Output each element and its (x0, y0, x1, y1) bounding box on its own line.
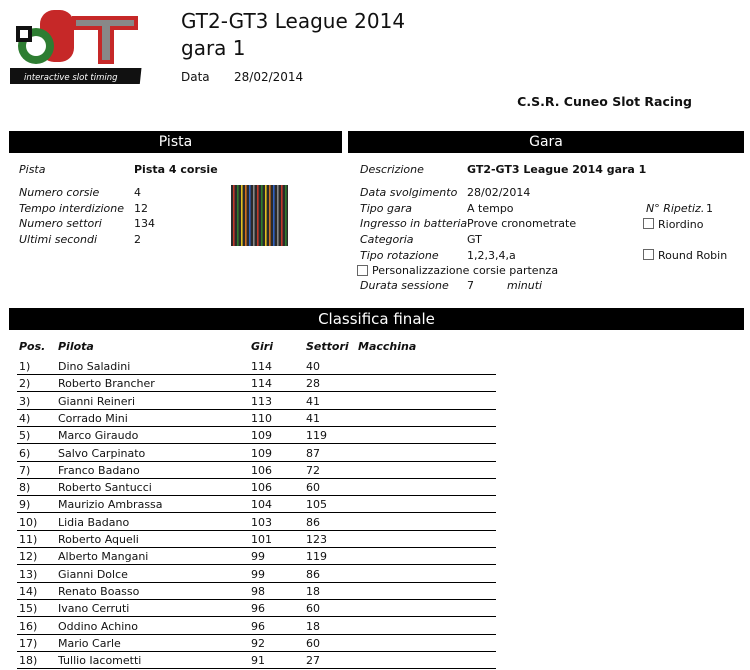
numero-corsie-label: Numero corsie (19, 186, 100, 199)
pos-cell: 6) (19, 446, 31, 460)
categoria-value: GT (467, 233, 482, 246)
lane-stripe (261, 185, 263, 246)
lane-stripe (285, 185, 287, 246)
pilota-cell: Renato Boasso (58, 584, 140, 598)
title-line-2: gara 1 (181, 36, 246, 60)
pos-cell: 2) (19, 377, 31, 391)
table-row (17, 374, 496, 392)
pilota-cell: Roberto Brancher (58, 377, 155, 391)
descrizione-value: GT2-GT3 League 2014 gara 1 (467, 163, 647, 176)
col-macchina-header: Macchina (358, 340, 417, 353)
pos-cell: 4) (19, 411, 31, 425)
pista-bar: Pista (9, 131, 342, 153)
settori-cell: 119 (306, 429, 327, 443)
pista-value: Pista 4 corsie (134, 163, 218, 176)
numero-settori-label: Numero settori (19, 217, 102, 230)
settori-cell: 41 (306, 411, 320, 425)
pos-cell: 18) (19, 654, 38, 668)
lane-stripe (245, 185, 247, 246)
pilota-cell: Roberto Santucci (58, 481, 152, 495)
pilota-cell: Lidia Badano (58, 515, 130, 529)
lanes-background (231, 185, 288, 246)
giri-cell: 109 (251, 446, 272, 460)
settori-cell: 27 (306, 654, 320, 668)
giri-cell: 109 (251, 429, 272, 443)
lane-stripe (273, 185, 275, 246)
club-name: C.S.R. Cuneo Slot Racing (517, 94, 692, 109)
col-pos-header: Pos. (19, 340, 46, 353)
pos-cell: 16) (19, 619, 38, 633)
pilota-cell: Maurizio Ambrassa (58, 498, 163, 512)
giri-cell: 114 (251, 360, 272, 373)
settori-cell: 60 (306, 636, 320, 650)
pilota-cell: Gianni Dolce (58, 567, 128, 581)
table-row (17, 357, 496, 375)
data-svolgimento-value: 28/02/2014 (467, 186, 531, 199)
title-line-1: GT2-GT3 League 2014 (181, 9, 406, 33)
settori-cell: 86 (306, 567, 320, 581)
ripetiz-label: N° Ripetiz. (646, 202, 705, 215)
lane-stripe (277, 185, 279, 246)
pos-cell: 8) (19, 481, 31, 495)
svg-text:interactive slot timing: interactive slot timing (24, 73, 118, 83)
table-row (17, 617, 496, 635)
descrizione-label: Descrizione (360, 163, 424, 176)
personalizzazione-checkbox[interactable] (357, 265, 368, 276)
giri-cell: 103 (251, 515, 272, 529)
pos-cell: 14) (19, 584, 38, 598)
col-giri-header: Giri (251, 340, 273, 353)
lane-stripe (237, 185, 239, 246)
numero-corsie-value: 4 (134, 186, 141, 199)
giri-cell: 110 (251, 411, 272, 425)
table-row (17, 409, 496, 427)
lanes-graphic (231, 185, 288, 246)
settori-cell: 60 (306, 481, 320, 495)
data-label: Data (181, 70, 210, 84)
giri-cell: 113 (251, 394, 272, 408)
lane-stripe (233, 185, 235, 246)
personalizzazione-label: Personalizzazione corsie partenza (372, 264, 559, 277)
ultimi-secondi-value: 2 (134, 233, 141, 246)
table-row (17, 426, 496, 444)
lane-stripe (249, 185, 251, 246)
pilota-cell: Gianni Reineri (58, 394, 136, 408)
table-row (17, 582, 496, 600)
pista-label: Pista (19, 163, 46, 176)
pos-cell: 9) (19, 498, 31, 512)
pos-cell: 7) (19, 463, 31, 477)
pos-cell: 3) (19, 394, 31, 408)
table-row (17, 530, 496, 548)
giri-cell: 104 (251, 498, 272, 512)
tempo-interdizione-label: Tempo interdizione (19, 202, 125, 215)
classifica-bar: Classifica finale (9, 308, 744, 330)
giri-cell: 98 (251, 584, 265, 598)
durata-label: Durata sessione (360, 279, 449, 292)
lane-stripe (257, 185, 259, 246)
pilota-cell: Oddino Achino (58, 619, 138, 633)
pilota-cell: Franco Badano (58, 463, 140, 477)
pos-cell: 12) (19, 550, 38, 564)
table-row (17, 478, 496, 496)
giri-cell: 99 (251, 550, 265, 564)
pos-cell: 17) (19, 636, 38, 650)
riordino-label: Riordino (658, 218, 704, 231)
settori-cell: 119 (306, 550, 327, 564)
lane-stripe (241, 185, 243, 246)
categoria-label: Categoria (360, 233, 414, 246)
giri-cell: 106 (251, 481, 272, 495)
table-row (17, 599, 496, 617)
table-row (17, 565, 496, 583)
tempo-interdizione-value: 12 (134, 202, 148, 215)
pos-cell: 5) (19, 429, 31, 443)
round-robin-label: Round Robin (658, 249, 728, 262)
ingresso-label: Ingresso in batteria (360, 217, 468, 230)
durata-value: 7 (467, 279, 474, 292)
gara-bar: Gara (348, 131, 744, 153)
table-row (17, 651, 496, 669)
settori-cell: 40 (306, 360, 320, 373)
col-pilota-header: Pilota (58, 340, 94, 353)
ist-logo (10, 6, 150, 86)
tipo-rotazione-value: 1,2,3,4,a (467, 249, 516, 262)
pos-cell: 13) (19, 567, 38, 581)
table-row (17, 392, 496, 410)
pilota-cell: Marco Giraudo (58, 429, 139, 443)
riordino-checkbox[interactable] (643, 218, 654, 229)
settori-cell: 28 (306, 377, 320, 391)
table-row (17, 634, 496, 652)
settori-cell: 41 (306, 394, 320, 408)
lane-stripe (253, 185, 255, 246)
pos-cell: 11) (19, 533, 38, 546)
tipo-gara-label: Tipo gara (360, 202, 412, 215)
round-robin-checkbox[interactable] (643, 249, 654, 260)
col-settori-header: Settori (306, 340, 349, 353)
pilota-cell: Corrado Mini (58, 411, 128, 425)
lane-stripe (281, 185, 283, 246)
table-row (17, 513, 496, 531)
ripetiz-value: 1 (706, 202, 713, 215)
pilota-cell: Tullio Iacometti (58, 654, 142, 668)
table-row (17, 495, 496, 513)
durata-unit: minuti (507, 279, 543, 292)
pilota-cell: Ivano Cerruti (58, 602, 130, 616)
numero-settori-value: 134 (134, 217, 155, 230)
pilota-cell: Dino Saladini (58, 360, 131, 373)
giri-cell: 96 (251, 602, 265, 616)
giri-cell: 92 (251, 636, 265, 650)
pilota-cell: Alberto Mangani (58, 550, 149, 564)
ingresso-value: Prove cronometrate (467, 217, 577, 230)
settori-cell: 18 (306, 584, 320, 598)
settori-cell: 86 (306, 515, 320, 529)
pilota-cell: Mario Carle (58, 636, 121, 650)
giri-cell: 114 (251, 377, 272, 391)
table-row (17, 461, 496, 479)
lane-stripe (265, 185, 267, 246)
settori-cell: 60 (306, 602, 320, 616)
pilota-cell: Salvo Carpinato (58, 446, 146, 460)
lane-stripe (269, 185, 271, 246)
giri-cell: 96 (251, 619, 265, 633)
pos-cell: 1) (19, 360, 31, 373)
tipo-rotazione-label: Tipo rotazione (360, 249, 439, 262)
pilota-cell: Roberto Aqueli (58, 533, 139, 546)
data-svolgimento-label: Data svolgimento (360, 186, 458, 199)
settori-cell: 105 (306, 498, 327, 512)
table-row (17, 547, 496, 565)
tipo-gara-value: A tempo (467, 202, 514, 215)
settori-cell: 87 (306, 446, 320, 460)
data-value: 28/02/2014 (234, 70, 304, 84)
settori-cell: 123 (306, 533, 327, 546)
pos-cell: 10) (19, 515, 38, 529)
giri-cell: 91 (251, 654, 265, 668)
table-row (17, 444, 496, 462)
giri-cell: 101 (251, 533, 272, 546)
settori-cell: 18 (306, 619, 320, 633)
pos-cell: 15) (19, 602, 38, 616)
settori-cell: 72 (306, 463, 320, 477)
giri-cell: 106 (251, 463, 272, 477)
ultimi-secondi-label: Ultimi secondi (19, 233, 98, 246)
giri-cell: 99 (251, 567, 265, 581)
